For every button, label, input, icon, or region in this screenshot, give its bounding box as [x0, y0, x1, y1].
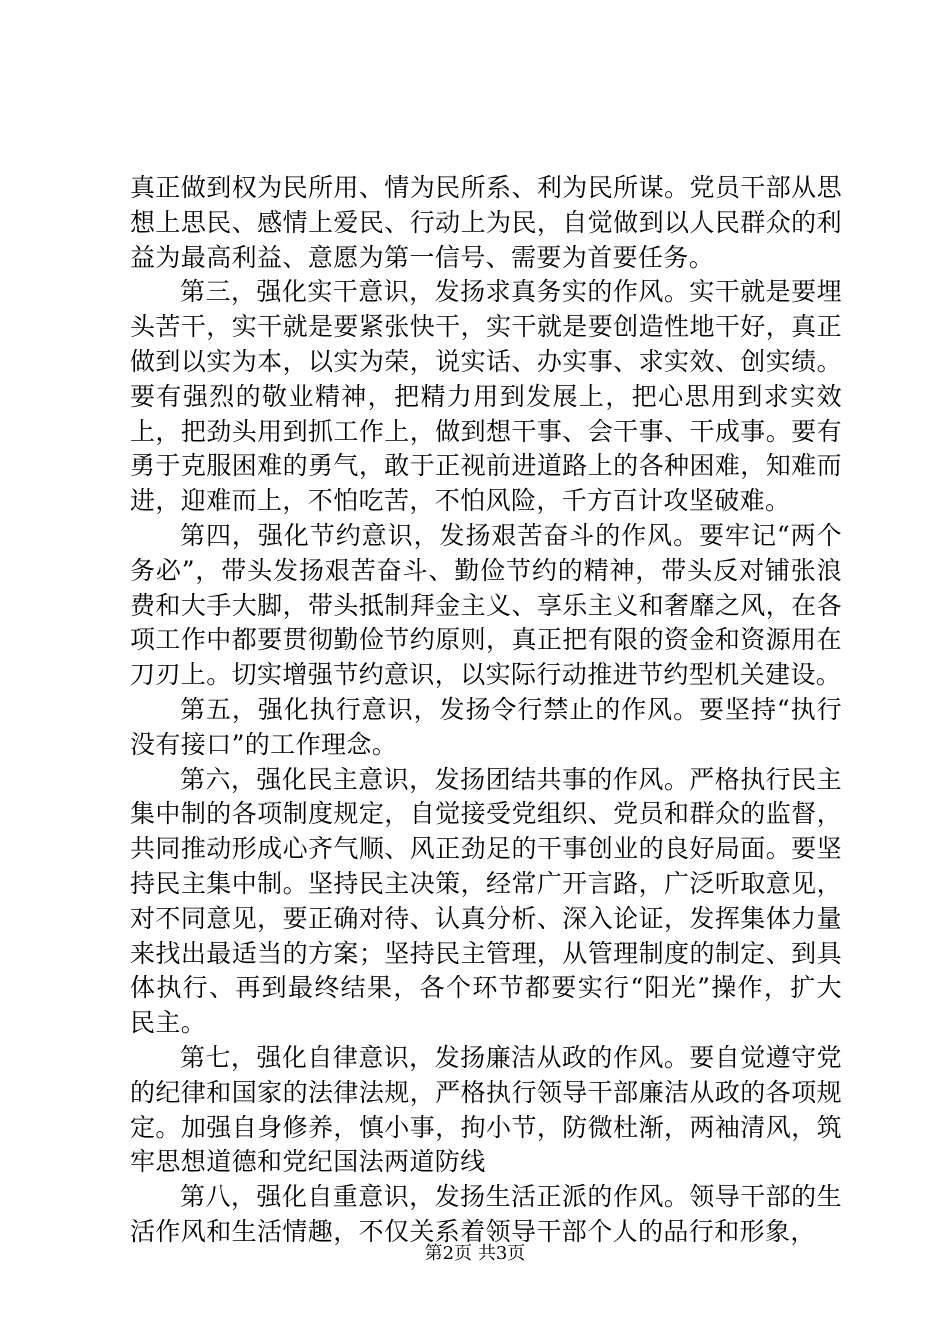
paragraph-2: 第三，强化实干意识，发扬求真务实的作风。实干就是要埋头苦干，实干就是要紧张快干，实干就是要创造性地干好，真正做到以实为本，以实为荣，说实话、办实事、求实效、创实绩。要有强烈的敬业精神，把精力用到发展上，把心思用到求实效上，把劲头用到抓工作上，做到想干事、会干事、干成事。要有勇于克服困难的勇气，敢于正视前进道路上的各种困难，知难而进，迎难而上，不怕吃苦，不怕风险，千方百计攻坚破难。 — [130, 277, 842, 516]
paragraph-3: 第四，强化节约意识，发扬艰苦奋斗的作风。要牢记“两个务必”，带头发扬艰苦奋斗、勤俭节约的精神，带头反对铺张浪费和大手大脚，带头抵制拜金主义、享乐主义和奢靡之风，在各项工作中都要贯彻勤俭节约原则，真正把有限的资金和资源用在刀刃上。切实增强节约意识，以实际行动推进节约型机关建设。 — [130, 520, 842, 690]
page-footer: 第2页 共3页 — [424, 1243, 526, 1264]
paragraph-7: 第八，强化自重意识，发扬生活正派的作风。领导干部的生活作风和生活情趣，不仅关系着领导干部个人的品行和形象， — [130, 1182, 842, 1246]
document-body — [130, 171, 842, 1250]
paragraph-6: 第七，强化自律意识，发扬廉洁从政的作风。要自觉遵守党的纪律和国家的法律法规，严格执行领导干部廉洁从政的各项规定。加强自身修养，慎小事，拘小节，防微杜渐，两袖清风，筑牢思想道德和党纪国法两道防线 — [130, 1042, 842, 1177]
paragraph-4: 第五，强化执行意识，发扬令行禁止的作风。要坚持“执行没有接口”的工作理念。 — [130, 694, 842, 759]
paragraph-5: 第六，强化民主意识，发扬团结共事的作风。严格执行民主集中制的各项制度规定，自觉接受党组织、党员和群众的监督，共同推动形成心齐气顺、风正劲足的干事创业的良好局面。要坚持民主集中制。坚持民主决策，经常广开言路，广泛听取意见，对不同意见，要正确对待、认真分析、深入论证，发挥集体力量来找出最适当的方案；坚持民主管理，从管理制度的制定、到具体执行、再到最终结果，各个环节都要实行“阳光”操作，扩大民主。 — [130, 764, 842, 1038]
paragraph-1: 真正做到权为民所用、情为民所系、利为民所谋。党员干部从思想上思民、感情上爱民、行动上为民，自觉做到以人民群众的利益为最高利益、意愿为第一信号、需要为首要任务。 — [130, 173, 842, 272]
